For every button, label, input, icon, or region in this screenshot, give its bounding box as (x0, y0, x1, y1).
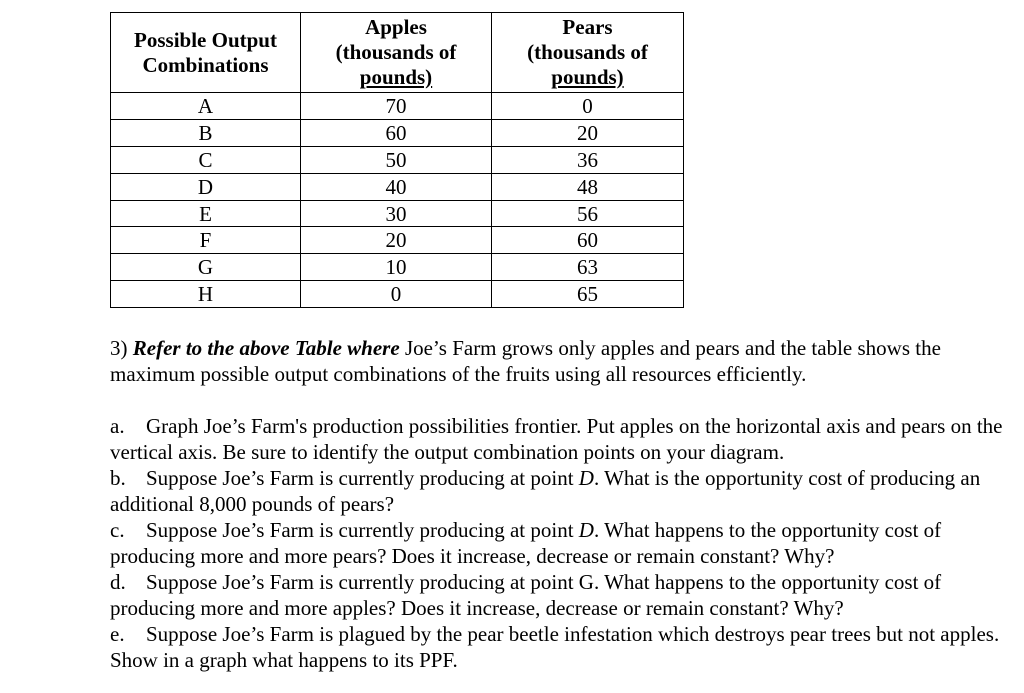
part-text: Graph Joe’s Farm's production possibilities frontier. Put apples on the horizontal axis and pears on the vertical axis. Be sure to identify the output combination points on your diagram. (110, 414, 1003, 464)
cell-pears: 20 (492, 119, 684, 146)
table-row (111, 93, 684, 120)
question-emphasis: Refer to the above Table where (132, 336, 400, 360)
part-label: d. (110, 570, 126, 594)
table-row (111, 227, 684, 254)
cell-apples: 10 (301, 254, 492, 281)
header-apples: Apples (thousands of pounds) (301, 13, 492, 93)
cell-combination: F (111, 227, 301, 254)
part-text-rest: . What is the opportunity cost of producing an additional 8,000 pounds of pears? (110, 466, 981, 516)
cell-pears: 63 (492, 254, 684, 281)
part-text: Suppose Joe’s Farm is currently producing at point (146, 518, 579, 542)
part-text-rest: . What happens to the opportunity cost of producing more and more pears? Does it increase, decrease or remain constant? Why? (110, 518, 942, 568)
table-header-row (111, 13, 684, 93)
cell-apples: 50 (301, 146, 492, 173)
cell-combination: C (111, 146, 301, 173)
cell-combination: B (111, 119, 301, 146)
output-combinations-table (110, 12, 684, 308)
cell-apples: 30 (301, 200, 492, 227)
cell-apples: 0 (301, 281, 492, 308)
cell-apples: 40 (301, 173, 492, 200)
part-text: Suppose Joe’s Farm is currently producing at point (146, 466, 579, 490)
cell-combination: H (111, 281, 301, 308)
cell-combination: G (111, 254, 301, 281)
part-label: e. (110, 622, 125, 646)
header-combinations: Possible Output Combinations (111, 13, 301, 93)
cell-pears: 36 (492, 146, 684, 173)
question-part-a (110, 413, 1010, 465)
table-row (111, 254, 684, 281)
cell-combination: D (111, 173, 301, 200)
question-parts (110, 413, 1010, 673)
question-number: 3) (110, 336, 128, 360)
question-part-b (110, 465, 1010, 517)
cell-apples: 60 (301, 119, 492, 146)
part-label: c. (110, 518, 125, 542)
cell-combination: E (111, 200, 301, 227)
question-part-e (110, 621, 1010, 673)
point-label: D (578, 518, 594, 542)
header-pears: Pears (thousands of pounds) (492, 13, 684, 93)
cell-pears: 56 (492, 200, 684, 227)
cell-apples: 20 (301, 227, 492, 254)
cell-apples: 70 (301, 93, 492, 120)
question-lead-text: Joe’s Farm grows only apples and pears and the table shows the maximum possible output combinations of the fruits using all resources efficiently. (110, 336, 941, 386)
cell-pears: 0 (492, 93, 684, 120)
cell-pears: 65 (492, 281, 684, 308)
part-label: a. (110, 414, 125, 438)
cell-pears: 48 (492, 173, 684, 200)
part-text: Suppose Joe’s Farm is currently producing at point G. What happens to the opportunity cost of producing more and more apples? Does it increase, decrease or remain constant? Why? (110, 570, 942, 620)
point-label: D (578, 466, 594, 490)
question-lead (110, 335, 1010, 387)
cell-pears: 60 (492, 227, 684, 254)
table-row (111, 281, 684, 308)
question-part-c (110, 517, 1010, 569)
part-label: b. (110, 466, 126, 490)
table-row (111, 200, 684, 227)
question-block (110, 335, 1010, 673)
question-part-d (110, 569, 1010, 621)
table-row (111, 119, 684, 146)
table-row (111, 146, 684, 173)
table-row (111, 173, 684, 200)
part-text: Suppose Joe’s Farm is plagued by the pear beetle infestation which destroys pear trees but not apples. Show in a graph what happens to its PPF. (110, 622, 1000, 672)
cell-combination: A (111, 93, 301, 120)
